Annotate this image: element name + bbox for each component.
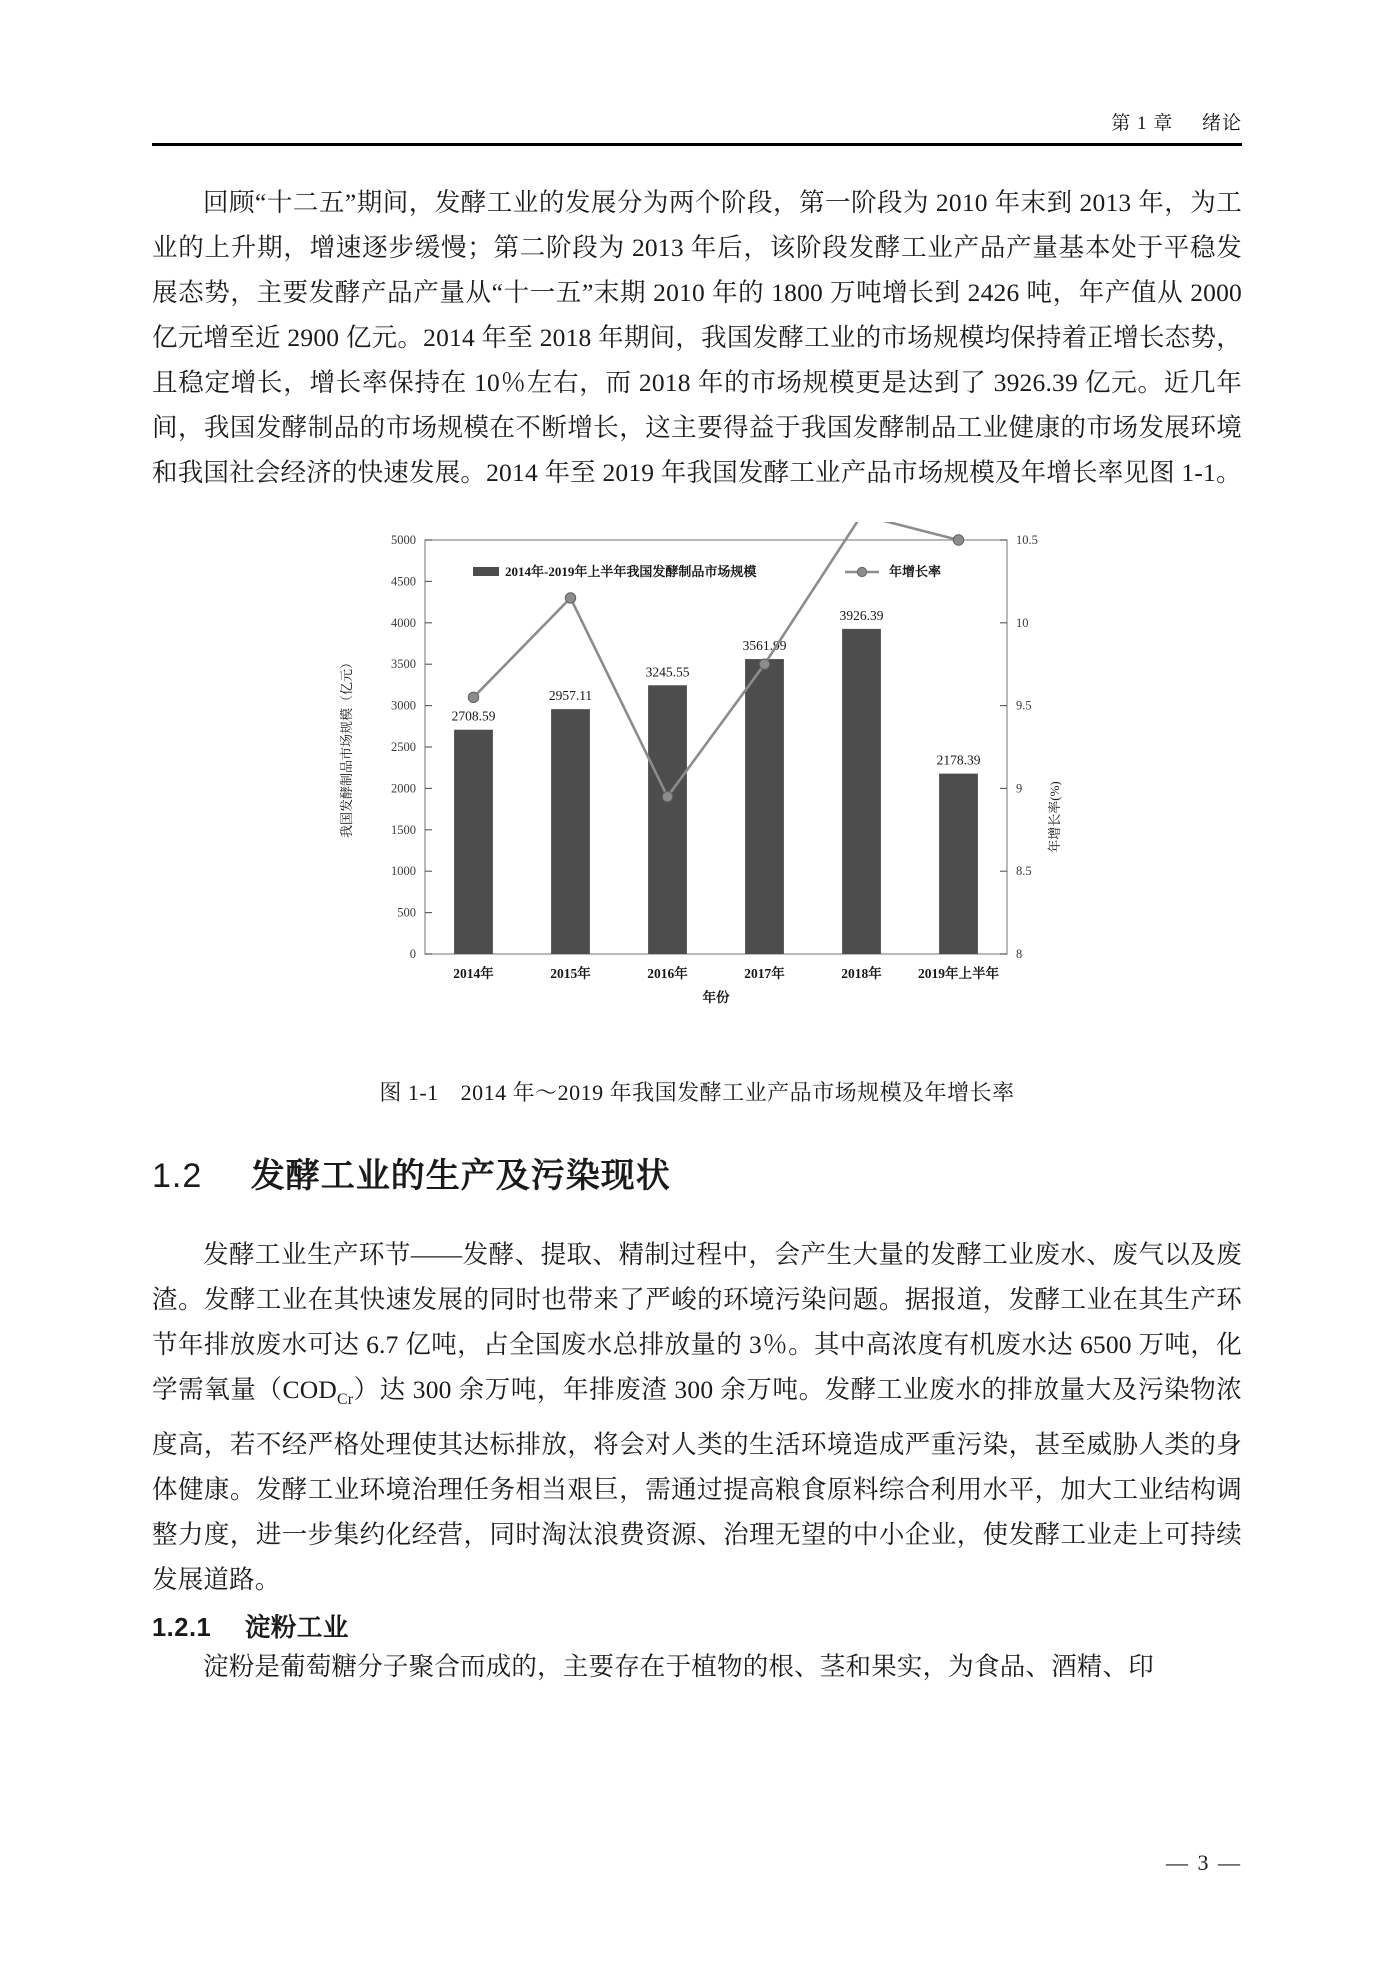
- bar-value-label: 2708.59: [451, 708, 496, 724]
- y-axis-left-tick-label: 2500: [391, 740, 416, 754]
- market-size-growth-chart: [307, 522, 1087, 1032]
- y-axis-right-tick-label: 8.5: [1016, 864, 1032, 879]
- paragraph-2-part1: 发酵工业生产环节——发酵、提取、精制过程中，会产生大量的发酵工业废水、废气以及废渣。发酵工业在其快速发展的同时也带来了严峻的环境污染问题。据报道，发酵工业在其生产环节年排放废水可达 6.7 亿吨，占全国废水总排放量的 3％。其中高浓度有机废水达 6500 万吨，化学需氧量（COD: [152, 1240, 1242, 1404]
- y-axis-right-tick-label: 9: [1016, 781, 1023, 796]
- page-footer: [152, 1850, 1242, 1876]
- bar-value-label: 2957.11: [548, 688, 593, 704]
- x-axis-tick-label: 2017年: [744, 966, 785, 981]
- y-axis-left-tick-label: 4500: [391, 574, 416, 589]
- x-axis-tick-label: 2014年: [453, 966, 494, 981]
- y-axis-left-tick-label: 1500: [391, 822, 416, 837]
- section-heading: [152, 1148, 1242, 1197]
- section-title: 发酵工业的生产及污染现状: [250, 1157, 671, 1195]
- subsection-heading: [152, 1608, 1242, 1644]
- y-axis-left-tick-label: 1000: [391, 864, 416, 879]
- y-axis-right-tick-label: 8: [1016, 947, 1023, 961]
- y-axis-left-tick-label: 4000: [391, 615, 416, 630]
- growth-rate-point: [953, 535, 963, 545]
- growth-rate-point: [662, 791, 672, 801]
- legend-swatch-bar: [473, 567, 499, 576]
- y-axis-left-tick-label: 3500: [391, 657, 416, 672]
- running-head: [152, 108, 1242, 135]
- legend-marker-line: [857, 567, 866, 576]
- y-axis-left-title: 我国发酵制品市场规模（亿元）: [339, 655, 354, 839]
- paragraph-2: [152, 1232, 1242, 1602]
- body-text-bottom: [152, 1232, 1242, 1689]
- bar: [648, 685, 687, 954]
- legend-label-line: 年增长率: [889, 564, 942, 579]
- bar-value-label: 3926.39: [839, 607, 884, 623]
- y-axis-right-tick-label: 10.5: [1016, 533, 1038, 547]
- y-axis-left-tick-label: 2000: [391, 781, 416, 796]
- y-axis-right-tick-label: 9.5: [1016, 698, 1032, 713]
- page-number: — 3 —: [1166, 1850, 1242, 1875]
- x-axis-tick-label: 2015年: [550, 966, 591, 981]
- x-axis-title: 年份: [702, 990, 730, 1005]
- chart-container: [307, 522, 1087, 1032]
- header-divider: [152, 143, 1242, 146]
- x-axis-tick-label: 2016年: [647, 966, 688, 981]
- y-axis-left-tick-label: 3000: [391, 698, 416, 713]
- y-axis-right-title: 年增长率(%): [1047, 781, 1062, 853]
- paragraph-1: 回顾“十二五”期间，发酵工业的发展分为两个阶段，第一阶段为 2010 年末到 2013 年，为工业的上升期，增速逐步缓慢；第二阶段为 2013 年后，该阶段发酵工业产品产量基本处于平稳发展态势，主要发酵产品产量从“十一五”末期 2010 年的 1800 万吨增长到 2426 吨，年产值从 2000 亿元增至近 2900 亿元。2014 年至 2018 年期间，我国发酵工业的市场规模均保持着正增长态势，且稳定增长，增长率保持在 10％左右，而 2018 年的市场规模更是达到了 3926.39 亿元。近几年间，我国发酵制品的市场规模在不断增长，这主要得益于我国发酵制品工业健康的市场发展环境和我国社会经济的快速发展。2014 年至 2019 年我国发酵工业产品市场规模及年增长率见图 1-1。: [152, 188, 1242, 487]
- bar-value-label: 3561.99: [742, 638, 787, 654]
- figure-caption-number: 图 1-1: [379, 1080, 439, 1105]
- legend-label-bar: 2014年-2019年上半年我国发酵制品市场规模: [505, 564, 757, 579]
- paragraph-3: 淀粉是葡萄糖分子聚合而成的，主要存在于植物的根、茎和果实，为食品、酒精、印: [203, 1652, 1154, 1682]
- running-head-chapter: 第 1 章: [1111, 113, 1174, 134]
- figure-caption: [152, 1076, 1242, 1107]
- growth-rate-point: [759, 659, 769, 669]
- y-axis-left-tick-label: 500: [397, 905, 416, 920]
- x-axis-tick-label: 2018年: [841, 966, 882, 981]
- y-axis-left-tick-label: 5000: [391, 533, 416, 547]
- body-text-top: [152, 180, 1242, 495]
- running-head-section: 绪论: [1201, 113, 1242, 134]
- bar: [939, 774, 978, 954]
- bar: [551, 709, 590, 954]
- bar: [745, 659, 784, 954]
- chart-plot-area: [425, 540, 1007, 954]
- paragraph-2-part2: ）达 300 余万吨，年排废渣 300 余万吨。发酵工业废水的排放量大及污染物浓度高，若不经严格处理使其达标排放，将会对人类的生活环境造成严重污染，甚至威胁人类的身体健康。发酵工业环境治理任务相当艰巨，需通过提高粮食原料综合利用水平，加大工业结构调整力度，进一步集约化经营，同时淘汰浪费资源、治理无望的中小企业，使发酵工业走上可持续发展道路。: [152, 1375, 1242, 1595]
- bar-value-label: 2178.39: [936, 752, 981, 768]
- figure-caption-text: 2014 年～2019 年我国发酵工业产品市场规模及年增长率: [460, 1080, 1015, 1105]
- bar: [842, 629, 881, 954]
- section-number: 1.2: [152, 1157, 203, 1195]
- bar: [454, 730, 493, 954]
- subsection-number: 1.2.1: [152, 1614, 212, 1643]
- figure-1-1: [152, 522, 1242, 1032]
- y-axis-left-tick-label: 0: [409, 947, 416, 961]
- bar-value-label: 3245.55: [645, 664, 690, 680]
- x-axis-tick-label: 2019年上半年: [918, 966, 999, 981]
- growth-rate-point: [468, 692, 478, 702]
- cod-subscript: Cr: [336, 1391, 354, 1409]
- growth-rate-point: [565, 593, 575, 603]
- y-axis-right-tick-label: 10: [1016, 615, 1029, 630]
- subsection-title: 淀粉工业: [244, 1614, 349, 1643]
